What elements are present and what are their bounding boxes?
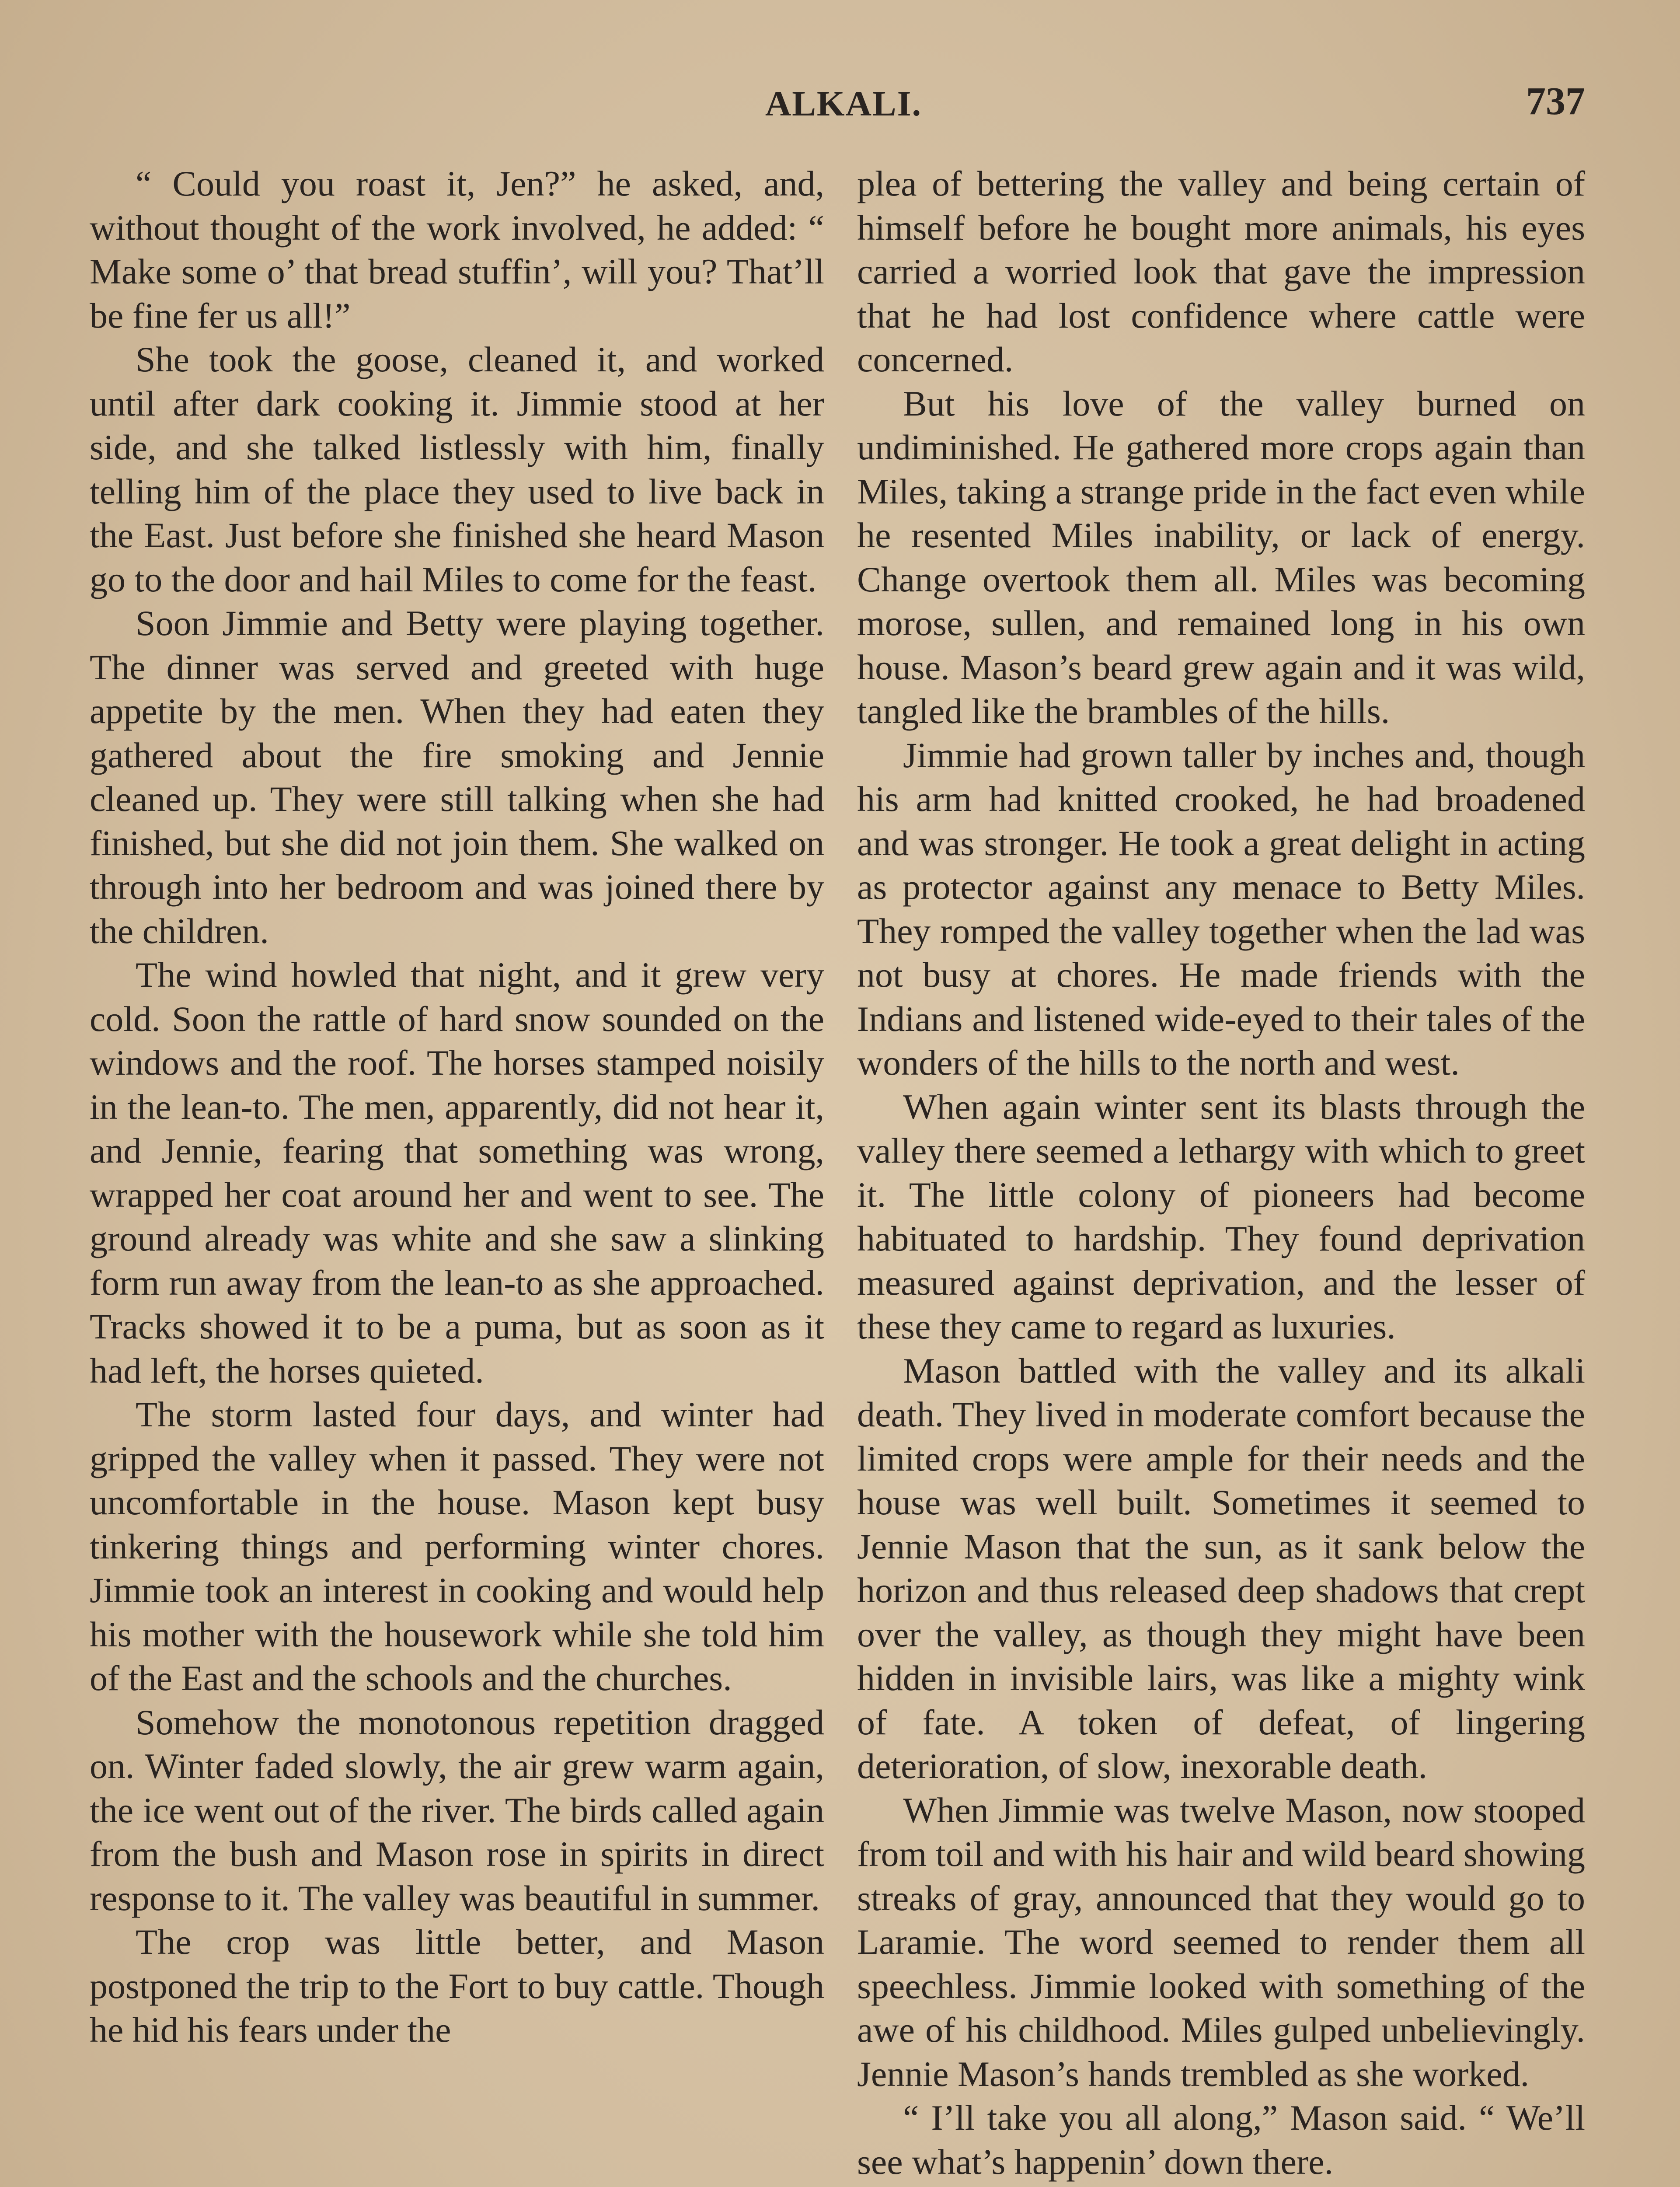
paragraph: The storm lasted four days, and winter had gripped the valley when it passed. They were not uncomfortable in the house. Mason kept busy tinkering things and performing winter chores. Jimmie took an interest in cooking and would help his mother with the housework while she told him of the East and the schools and the churches. (90, 1394, 824, 1698)
right-column (857, 162, 1585, 2187)
paragraph: Soon Jimmie and Betty were playing together. The dinner was served and greeted with huge appetite by the men. When they had eaten they gathered about the fire smoking and Jennie cleaned up. They were still talking when she had finished, but she did not join them. She walked on through into her bedroom and was joined there by the children. (90, 603, 824, 951)
paragraph: When Jimmie was twelve Mason, now stooped from toil and with his hair and wild beard showing streaks of gray, announced that they would go to Laramie. The word seemed to render them all speechless. Jimmie looked with something of the awe of his childhood. Miles gulped unbelievingly. Jennie Mason’s hands trembled as she worked. (857, 1790, 1585, 2094)
paragraph: But his love of the valley burned on undiminished. He gathered more crops again than Miles, taking a strange pride in the fact even while he resented Miles inability, or lack of energy. Change overtook them all. Miles was becoming morose, sullen, and remained long in his own house. Mason’s beard grew again and it was wild, tangled like the brambles of the hills. (857, 383, 1585, 731)
paragraph: The wind howled that night, and it grew very cold. Soon the rattle of hard snow sounded on the windows and the roof. The horses stamped noisily in the lean-to. The men, apparently, did not hear it, and Jennie, fearing that something was wrong, wrapped her coat around her and went to see. The ground already was white and she saw a slinking form run away from the lean-to as she approached. Tracks showed it to be a puma, but as soon as it had left, the horses quieted. (90, 955, 824, 1390)
paragraph: Somehow the monotonous repetition dragged on. Winter faded slowly, the air grew warm again, the ice went out of the river. The birds called again from the bush and Mason rose in spirits in direct response to it. The valley was beautiful in summer. (90, 1702, 824, 1918)
left-column (90, 162, 824, 2187)
paragraph: plea of bettering the valley and being certain of himself before he bought more animals, his eyes carried a worried look that gave the impression that he had lost confidence where cattle were concerned. (857, 164, 1585, 379)
paragraph: Jimmie had grown taller by inches and, though his arm had knitted crooked, he had broadened and was stronger. He took a great delight in acting as protector against any menace to Betty Miles. They romped the valley together when the lad was not busy at chores. He made friends with the Indians and listened wide-eyed to their tales of the wonders of the hills to the north and west. (857, 735, 1585, 1083)
paragraph: “ Could you roast it, Jen?” he asked, and, without thought of the work involved, he added: “ Make some o’ that bread stuffin’, will you? That’ll be fine fer us all!” (90, 164, 824, 335)
page-number: 737 (1526, 80, 1585, 123)
paragraph: She took the goose, cleaned it, and worked until after dark cooking it. Jimmie stood at her side, and she talked listlessly with him, finally telling him of the place they used to live back in the East. Just before she finished she heard Mason go to the door and hail Miles to come for the feast. (90, 339, 824, 599)
paragraph: The crop was little better, and Mason postponed the trip to the Fort to buy cattle. Though he hid his fears under the (90, 1922, 824, 2050)
paragraph: “ I’ll take you all along,” Mason said. “ We’ll see what’s happenin’ down there. (857, 2098, 1585, 2182)
paragraph: When again winter sent its blasts through the valley there seemed a lethargy with which to greet it. The little colony of pioneers had become habituated to hardship. They found deprivation measured against deprivation, and the lesser of these they came to regard as luxuries. (857, 1087, 1585, 1346)
running-title: ALKALI. (765, 84, 922, 123)
paragraph: Mason battled with the valley and its alkali death. They lived in moderate comfort because the limited crops were ample for their needs and the house was well built. Sometimes it seemed to Jennie Mason that the sun, as it sank below the horizon and thus released deep shadows that crept over the valley, as though they might have been hidden in invisible lairs, was like a mighty wink of fate. A token of defeat, of lingering deterioration, of slow, inexorable death. (857, 1350, 1585, 1786)
